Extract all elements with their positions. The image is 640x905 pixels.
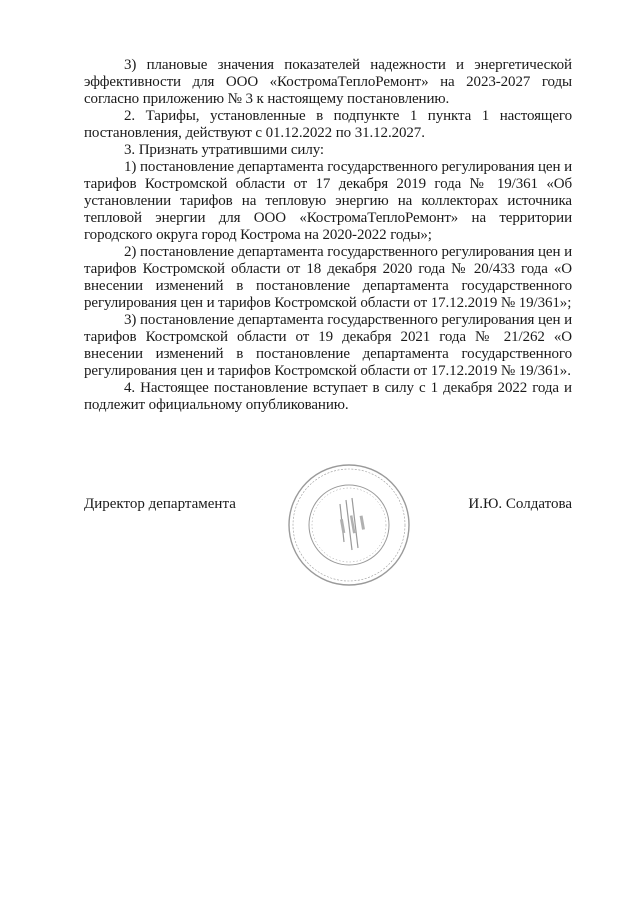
paragraph-tariff-period: 2. Тарифы, установленные в подпункте 1 пункта 1 настоящего постановления, действуют с 01.12.2022 по 31.12.2027.	[84, 108, 572, 141]
paragraph-repeal-item-2: 2) постановление департамента государственного регулирования цен и тарифов Костромской области от 18 декабря 2020 года № 20/433 года «О внесении изменений в постановление департамента государственного регулирования цен и тарифов Костромской области от 17.12.2019 № 19/361»;	[84, 244, 572, 311]
paragraph-repeal-heading: 3. Признать утратившими силу:	[124, 142, 324, 158]
signer-name: И.Ю. Солдатова	[468, 496, 572, 512]
stamp-center-emblem	[340, 515, 365, 533]
signer-position: Директор департамента	[84, 496, 236, 512]
paragraph-entry-into-force: 4. Настоящее постановление вступает в силу с 1 декабря 2022 года и подлежит официальному опубликованию.	[84, 380, 572, 413]
official-stamp-seal	[286, 462, 412, 588]
document-body	[84, 57, 572, 414]
paragraph-repeal-item-3: 3) постановление департамента государственного регулирования цен и тарифов Костромской области от 19 декабря 2021 года № 21/262 «О внесении изменений в постановление департамента государственного регулирования цен и тарифов Костромской области от 17.12.2019 № 19/361».	[84, 312, 572, 379]
paragraph-performance-values: 3) плановые значения показателей надежности и энергетической эффективности для ООО «КостромаТеплоРемонт» на 2023-2027 годы согласно приложению № 3 к настоящему постановлению.	[84, 57, 572, 107]
paragraph-repeal-item-1: 1) постановление департамента государственного регулирования цен и тарифов Костромской области от 17 декабря 2019 года № 19/361 «Об установлении тарифов на тепловую энергию на коллекторах источника тепловой энергии для ООО «КостромаТеплоРемонт» на территории городского округа город Кострома на 2020-2022 годы»;	[84, 159, 572, 243]
